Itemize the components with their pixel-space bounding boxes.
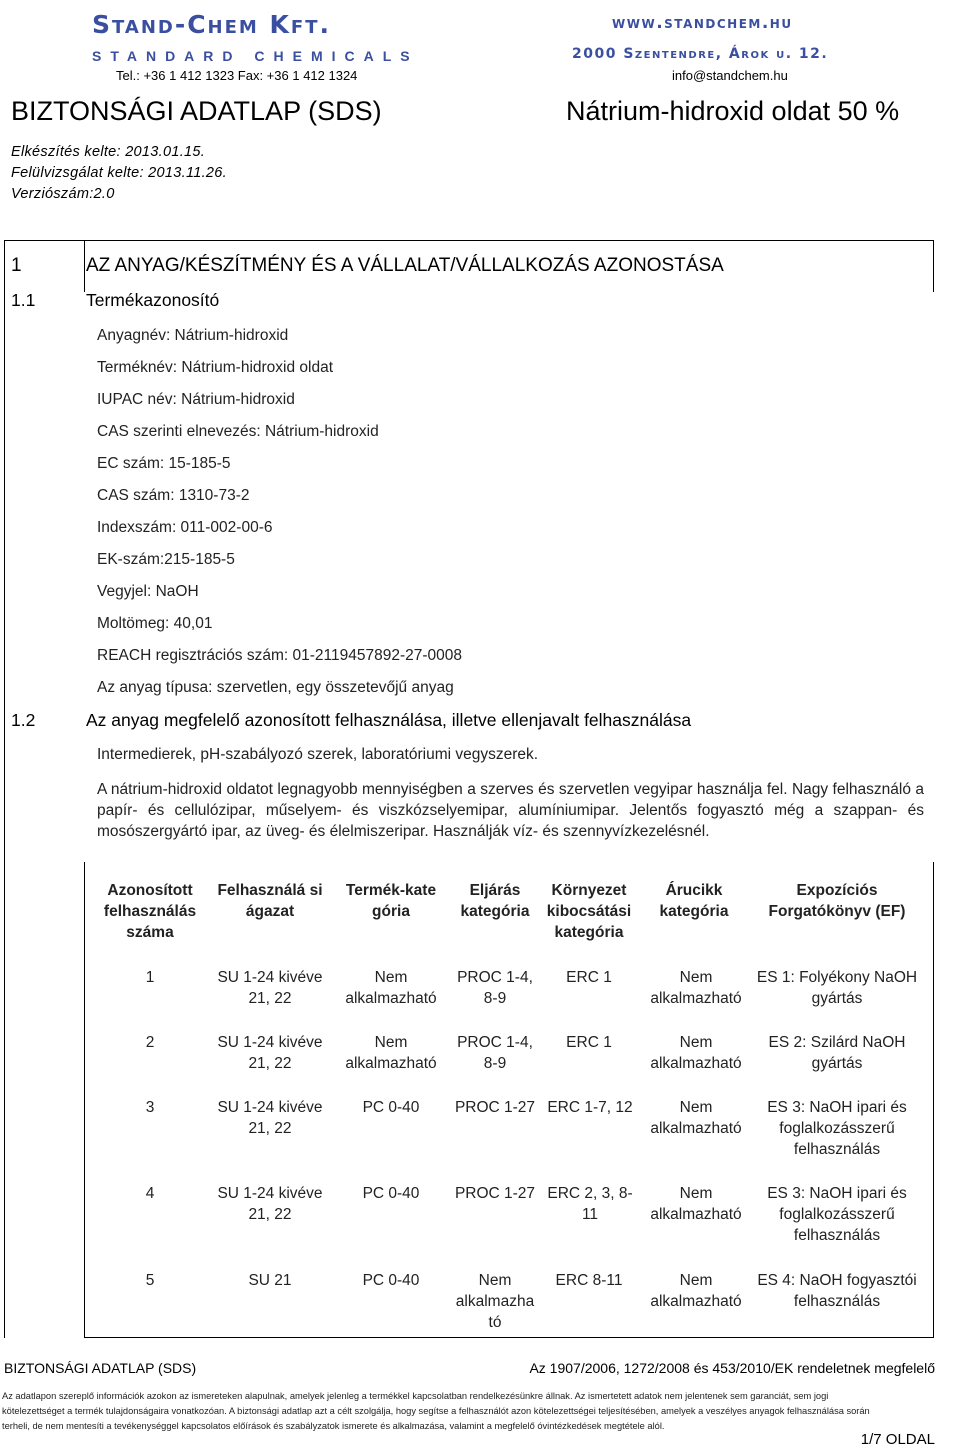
section-number: 1 [11, 255, 22, 276]
table-cell: SU 21 [248, 1272, 292, 1289]
col-header-product-category: Termék-kate gória [345, 882, 437, 920]
subsection-1-2-title: Az anyag megfelelő azonosított felhasználása, illetve ellenjavalt felhasználása [86, 710, 692, 730]
company-website: www.standchem.hu [612, 13, 793, 33]
table-cell: 4 [145, 1185, 155, 1202]
field-reach-number: REACH regisztrációs szám: 01-2119457892-27-0008 [97, 647, 463, 664]
section-frame-right [933, 240, 934, 292]
table-cell: SU 1-24 kivéve 21, 22 [217, 969, 323, 1007]
col-header-process-category: Eljárás kategória [460, 882, 530, 920]
field-cas-number: CAS szám: 1310-73-2 [97, 487, 250, 504]
field-formula: Vegyjel: NaOH [97, 583, 199, 600]
subsection-1-1-title: Termékazonosító [86, 290, 220, 310]
table-cell: Nem alkalmazható [345, 969, 437, 1007]
col-header-article-category: Árucikk kategória [659, 882, 729, 920]
table-cell: PROC 1-27 [454, 1185, 536, 1202]
col-header-exposure-scenario: Expozíciós Forgatókönyv (EF) [768, 882, 906, 920]
table-cell: Nem alkalmazható [345, 1034, 437, 1072]
table-cell: PROC 1-4, 8-9 [457, 969, 533, 1007]
table-cell: ES 3: NaOH ipari és foglalkozásszerű felhasználás [767, 1185, 907, 1244]
table-cell: PC 0-40 [362, 1185, 420, 1202]
table-cell: PC 0-40 [362, 1272, 420, 1289]
footer-disclaimer-line-1: Az adatlapon szereplő információk azokon az ismereteken alapulnak, amelyek jelenleg a termékkel kapcsolatban rendelkezésünkre állnak. Az ismertetett adatok nem jelentenek sem garanciát, sem jogi [2, 1391, 829, 1401]
table-cell: Nem alkalmazható [650, 1034, 742, 1072]
col-header-environmental-category: Környezet kibocsátási kategória [546, 882, 632, 941]
table-cell: 1 [145, 969, 155, 986]
footer-disclaimer-line-3: terheli, de nem mentesíti a tevékenységgel kapcsolatos előírások és szabályzatok ismerete és alkalmazása, valamint a megfelelő óvintézkedések megtétele alól. [2, 1421, 665, 1431]
section-title: AZ ANYAG/KÉSZÍTMÉNY ÉS A VÁLLALAT/VÁLLALKOZÁS AZONOSTÁSA [86, 255, 724, 276]
uses-paragraph: A nátrium-hidroxid oldatot legnagyobb mennyiségben a szerves és szervetlen vegyipar használja fel. Nagy felhasználó a papír- és cellulózipar, műselyem- és viszkózselyemipar, alumíniumipar. Jelentős fogyasztó még a szappan- és mosószergyártó ipar, az üveg- és élelmiszeripar. Használják víz- és szennyvízkezelésnél. [97, 781, 924, 840]
uses-summary: Intermedierek, pH-szabályozó szerek, laboratóriumi vegyszerek. [97, 746, 539, 763]
table-cell: ES 2: Szilárd NaOH gyártás [768, 1034, 906, 1072]
field-substance-type: Az anyag típusa: szervetlen, egy összetevőjű anyag [97, 679, 454, 696]
table-cell: 5 [145, 1272, 155, 1289]
field-product-name: Terméknév: Nátrium-hidroxid oldat [97, 359, 334, 376]
field-molar-mass: Moltömeg: 40,01 [97, 615, 213, 632]
product-title: Nátrium-hidroxid oldat 50 % [566, 96, 900, 126]
subsection-1-2-number: 1.2 [11, 710, 36, 730]
contact-email: info@standchem.hu [672, 68, 788, 83]
footer-document-title: BIZTONSÁGI ADATLAP (SDS) [4, 1360, 197, 1376]
table-cell: Nem alkalmazható [650, 1272, 742, 1310]
table-cell: PROC 1-27 [454, 1099, 536, 1116]
table-cell: SU 1-24 kivéve 21, 22 [217, 1099, 323, 1137]
field-ek-number: EK-szám:215-185-5 [97, 551, 235, 568]
page-number: 1/7 OLDAL [860, 1431, 935, 1448]
table-cell: 2 [145, 1034, 155, 1051]
section-frame-top [4, 240, 934, 241]
field-index-number: Indexszám: 011-002-00-6 [97, 519, 273, 536]
table-cell: ES 4: NaOH fogyasztói felhasználás [757, 1272, 917, 1310]
prepared-date: Elkészítés kelte: 2013.01.15. [11, 144, 206, 160]
table-cell: Nem alkalmazható [650, 1099, 742, 1137]
field-substance-name: Anyagnév: Nátrium-hidroxid [97, 327, 289, 344]
table-cell: SU 1-24 kivéve 21, 22 [217, 1185, 323, 1223]
field-cas-name: CAS szerinti elnevezés: Nátrium-hidroxid [97, 423, 379, 440]
table-cell: ERC 1-7, 12 [547, 1099, 633, 1116]
company-address: 2000 Szentendre, Árok u. 12. [572, 46, 829, 62]
document-title: BIZTONSÁGI ADATLAP (SDS) [11, 96, 382, 126]
table-cell: SU 1-24 kivéve 21, 22 [217, 1034, 323, 1072]
table-cell: Nem alkalmazható [650, 969, 742, 1007]
table-cell: ERC 2, 3, 8-11 [547, 1185, 633, 1223]
subsection-1-1-number: 1.1 [11, 290, 36, 310]
version-number: Verziószám:2.0 [11, 186, 115, 202]
table-cell: ERC 8-11 [555, 1272, 623, 1289]
table-cell: ERC 1 [566, 1034, 612, 1051]
table-cell: PC 0-40 [362, 1099, 420, 1116]
contact-phone-fax: Tel.: +36 1 412 1323 Fax: +36 1 412 1324 [116, 68, 358, 83]
table-cell: Nem alkalmazha tó [455, 1272, 535, 1331]
col-header-use-number: Azonosított felhasználás száma [103, 882, 197, 941]
field-ec-number: EC szám: 15-185-5 [97, 455, 231, 472]
table-cell: ES 1: Folyékony NaOH gyártás [756, 969, 918, 1007]
table-cell: ERC 1 [566, 969, 612, 986]
company-logo: Stand-Chem Kft. [92, 10, 331, 39]
table-cell: Nem alkalmazható [650, 1185, 742, 1223]
revised-date: Felülvizsgálat kelte: 2013.11.26. [11, 165, 227, 181]
section-frame-left [4, 240, 5, 1338]
field-iupac-name: IUPAC név: Nátrium-hidroxid [97, 391, 295, 408]
table-cell: ES 3: NaOH ipari és foglalkozásszerű felhasználás [767, 1099, 907, 1158]
section-frame-divider [84, 240, 85, 292]
table-cell: PROC 1-4, 8-9 [457, 1034, 533, 1072]
company-tagline: STANDARD CHEMICALS [92, 48, 419, 64]
footer-regulation: Az 1907/2006, 1272/2008 és 453/2010/EK rendeletnek megfelelő [529, 1360, 935, 1376]
col-header-sector: Felhasználá si ágazat [217, 882, 323, 920]
footer-disclaimer-line-2: kötelezettséget a termék tulajdonságaira vonatkozóan. A biztonsági adatlap azt a célt szolgálja, hogy segítse a felhasználót azon kötelezettségei teljesítésében, amelyek a veszélyes anyagok felhasználása során [2, 1406, 870, 1416]
table-cell: 3 [145, 1099, 155, 1116]
